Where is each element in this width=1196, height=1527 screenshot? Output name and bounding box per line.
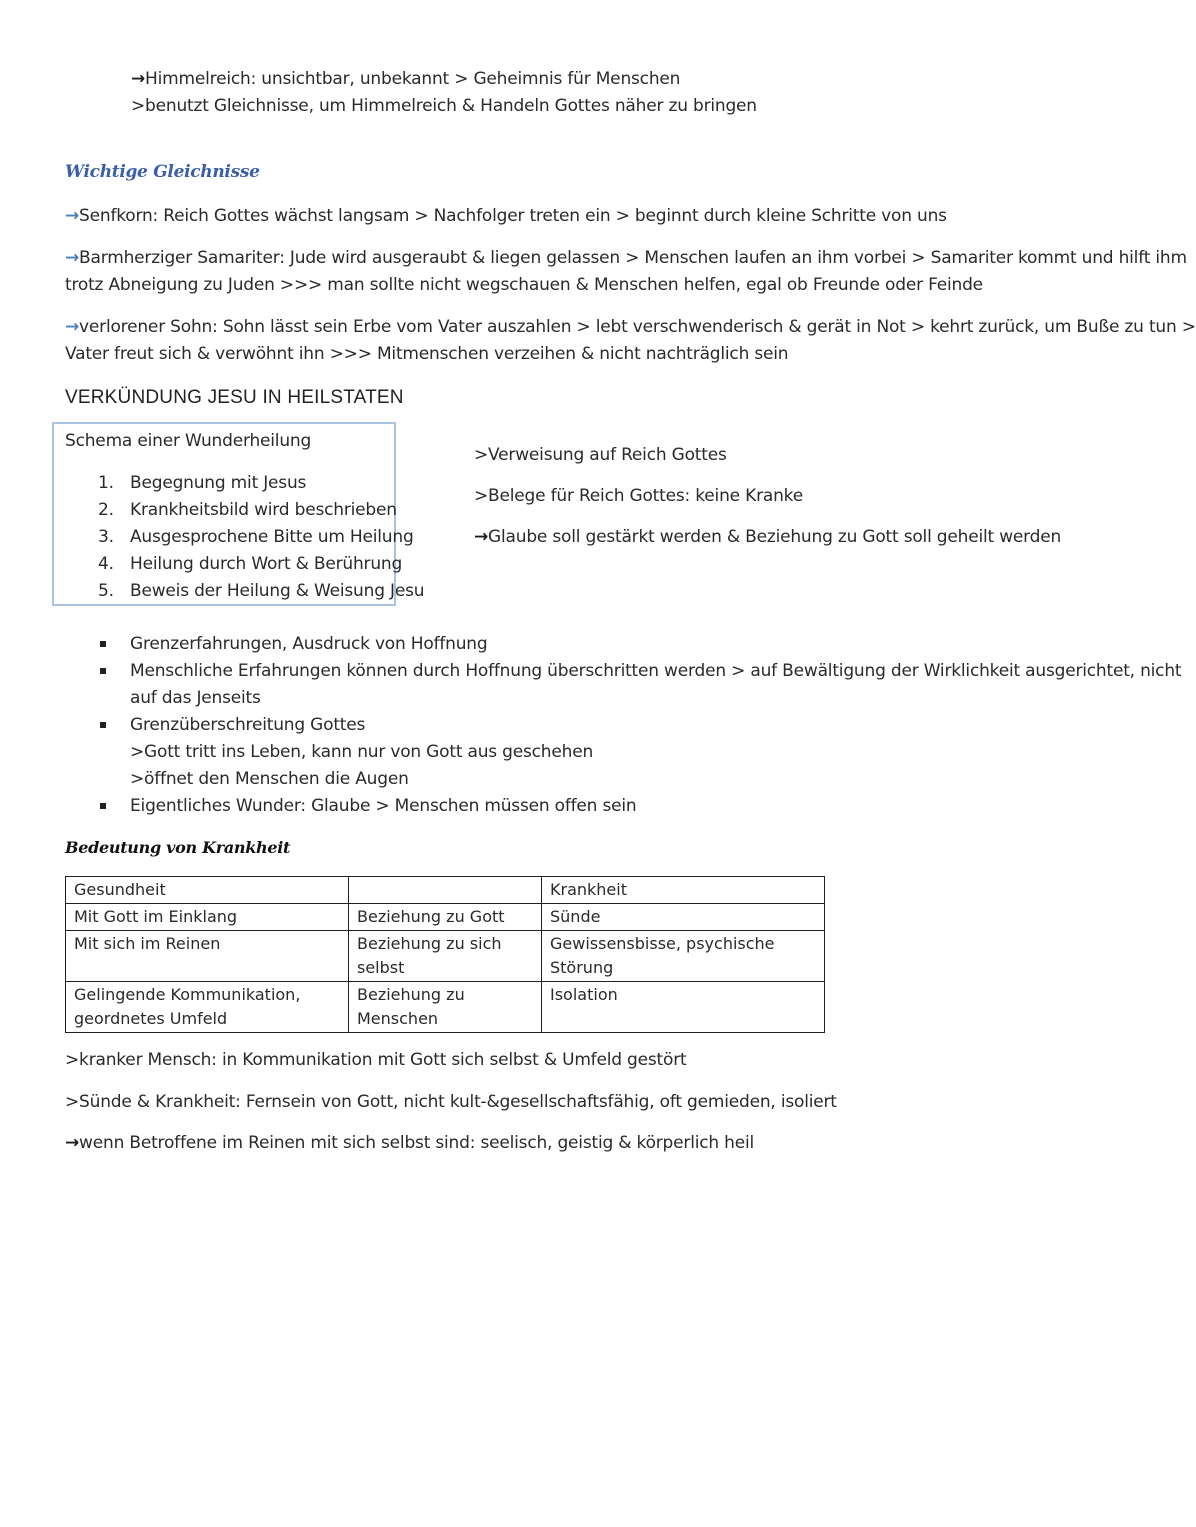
sub-oeffnet: >öffnet den Menschen die Augen: [130, 769, 409, 789]
krankheit-heading: Bedeutung von Krankheit: [65, 838, 291, 857]
glaube-line: [474, 527, 1061, 547]
bullet-icon: [100, 641, 106, 647]
bullet-grenzerfahrungen: Grenzerfahrungen, Ausdruck von Hoffnung: [130, 634, 488, 654]
table-cell: Beziehung zu sich selbst: [349, 931, 542, 982]
step-text: Begegnung mit Jesus: [130, 473, 307, 493]
table-cell: Gelingende Kommunikation, geordnetes Umfeld: [66, 982, 349, 1033]
suende-line: >Sünde & Krankheit: Fernsein von Gott, nicht kult-&gesellschaftsfähig, oft gemieden, isoliert: [65, 1092, 837, 1112]
table-cell: Gesundheit: [66, 877, 349, 904]
table-row: [66, 982, 825, 1033]
table-cell: Beziehung zu Menschen: [349, 982, 542, 1033]
himmelreich-text: Himmelreich: unsichtbar, unbekannt > Geheimnis für Menschen: [145, 69, 681, 89]
krankheit-table: [65, 876, 825, 1033]
senfkorn-text: Senfkorn: Reich Gottes wächst langsam > Nachfolger treten ein > beginnt durch kleine Schritte von uns: [79, 206, 947, 226]
sohn-line-1: [65, 317, 1196, 337]
table-cell: Mit Gott im Einklang: [66, 904, 349, 931]
step-text: Krankheitsbild wird beschrieben: [130, 500, 397, 520]
table-cell: Gewissensbisse, psychische Störung: [542, 931, 825, 982]
sohn-text-1: verlorener Sohn: Sohn lässt sein Erbe vom Vater auszahlen > lebt verschwenderisch & gerät in Not > kehrt zurück, um Buße zu tun >: [79, 317, 1196, 337]
step-text: Beweis der Heilung & Weisung Jesu: [130, 581, 425, 601]
bullet-erfahrungen-cont: auf das Jenseits: [130, 688, 261, 708]
table-cell: Beziehung zu Gott: [349, 904, 542, 931]
bullet-erfahrungen: Menschliche Erfahrungen können durch Hoffnung überschritten werden > auf Bewältigung der Wirklichkeit ausgerichtet, nicht: [130, 661, 1182, 681]
arrow-icon: →: [65, 206, 80, 226]
bullet-icon: [100, 722, 106, 728]
step-text: Ausgesprochene Bitte um Heilung: [130, 527, 414, 547]
step-text: Heilung durch Wort & Berührung: [130, 554, 403, 574]
samariter-line-1: [65, 248, 1187, 268]
arrow-icon: →: [65, 1133, 80, 1153]
himmelreich-line: [131, 69, 680, 89]
schema-title: Schema einer Wunderheilung: [65, 431, 312, 451]
bullet-icon: [100, 803, 106, 809]
kranker-mensch-line: >kranker Mensch: in Kommunikation mit Gott sich selbst & Umfeld gestört: [65, 1050, 687, 1070]
table-row: [66, 877, 825, 904]
gleichnisse-intro-line: >benutzt Gleichnisse, um Himmelreich & Handeln Gottes näher zu bringen: [131, 96, 757, 116]
heilstaten-heading: VERKÜNDUNG JESU IN HEILSTATEN: [65, 387, 404, 408]
arrow-icon: →: [474, 527, 489, 547]
gleichnisse-heading: Wichtige Gleichnisse: [65, 162, 260, 182]
sub-gott-tritt: >Gott tritt ins Leben, kann nur von Gott aus geschehen: [130, 742, 594, 762]
arrow-icon: →: [65, 317, 80, 337]
table-row: [66, 931, 825, 982]
belege-line: >Belege für Reich Gottes: keine Kranke: [474, 486, 803, 506]
betroffene-text: wenn Betroffene im Reinen mit sich selbst sind: seelisch, geistig & körperlich heil: [79, 1133, 755, 1153]
table-cell: [349, 877, 542, 904]
samariter-text-1: Barmherziger Samariter: Jude wird ausgeraubt & liegen gelassen > Menschen laufen an ihm vorbei > Samariter kommt und hilft ihm: [79, 248, 1187, 268]
step-number: 4.: [98, 554, 114, 574]
betroffene-line: [65, 1133, 754, 1153]
table-cell: Mit sich im Reinen: [66, 931, 349, 982]
senfkorn-line: [65, 206, 947, 226]
bullet-icon: [100, 668, 106, 674]
bullet-grenzueberschreitung: Grenzüberschreitung Gottes: [130, 715, 366, 735]
table-cell: Isolation: [542, 982, 825, 1033]
verweisung-line: >Verweisung auf Reich Gottes: [474, 445, 727, 465]
step-number: 1.: [98, 473, 114, 493]
sohn-line-2: Vater freut sich & verwöhnt ihn >>> Mitmenschen verzeihen & nicht nachträglich sein: [65, 344, 789, 364]
table-row: [66, 904, 825, 931]
arrow-icon: →: [131, 69, 146, 89]
bullet-wunder: Eigentliches Wunder: Glaube > Menschen müssen offen sein: [130, 796, 637, 816]
samariter-line-2: trotz Abneigung zu Juden >>> man sollte nicht wegschauen & Menschen helfen, egal ob Freunde oder Feinde: [65, 275, 983, 295]
glaube-text: Glaube soll gestärkt werden & Beziehung zu Gott soll geheilt werden: [488, 527, 1062, 547]
table-cell: Sünde: [542, 904, 825, 931]
table-cell: Krankheit: [542, 877, 825, 904]
step-number: 3.: [98, 527, 114, 547]
arrow-icon: →: [65, 248, 80, 268]
step-number: 5.: [98, 581, 114, 601]
step-number: 2.: [98, 500, 114, 520]
